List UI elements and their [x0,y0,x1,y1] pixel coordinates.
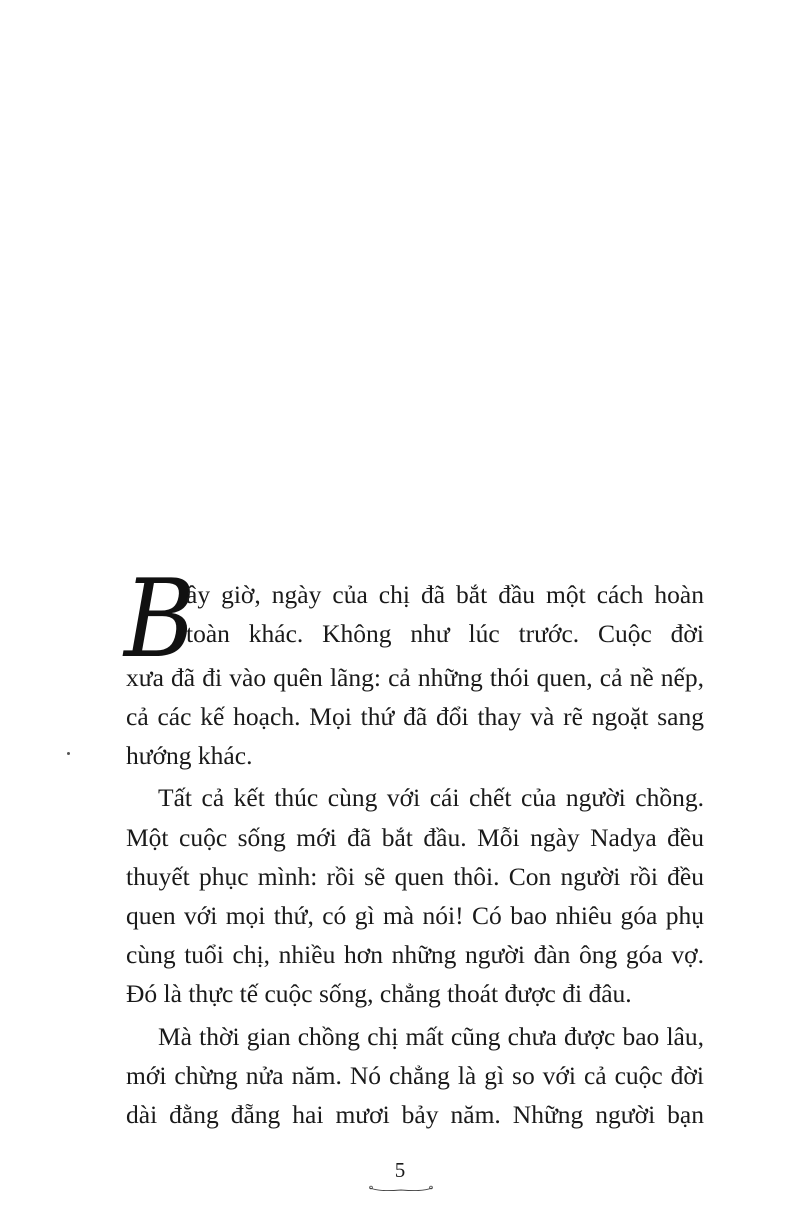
paragraph-2-line-1: Tất cả kết thúc cùng với cái chết của người chồng. [158,783,704,812]
drop-cap: B [124,557,196,682]
paragraph-3-line-1: Mà thời gian chồng chị mất cũng chưa được bao lâu, [158,1022,704,1051]
paragraph-1-line-5: hướng khác. [126,741,253,770]
paragraph-2-line-5: cùng tuổi chị, nhiều hơn những người đàn ông góa vợ. [126,940,704,969]
paragraph-2-line-3: thuyết phục mình: rồi sẽ quen thôi. Con người rồi đều [126,862,704,891]
page-number: 5 [394,1158,406,1182]
paragraph-3-line-2: mới chừng nửa năm. Nó chẳng là gì so với cả cuộc đời [126,1061,704,1090]
paragraph-1-line-1: ây giờ, ngày của chị đã bắt đầu một cách hoàn [186,580,704,609]
paragraph-2-line-6: Đó là thực tế cuộc sống, chẳng thoát được đi đâu. [126,979,632,1008]
print-speck [67,752,70,755]
page-number-ornament-icon [368,1184,434,1194]
paragraph-1-line-4: cả các kế hoạch. Mọi thứ đã đổi thay và rẽ ngoặt sang [126,702,704,731]
paragraph-2-line-2: Một cuộc sống mới đã bắt đầu. Mỗi ngày Nadya đều [126,823,704,852]
paragraph-2-line-4: quen với mọi thứ, có gì mà nói! Có bao nhiêu góa phụ [126,901,704,930]
paragraph-3-line-3: dài đằng đẵng hai mươi bảy năm. Những người bạn [126,1100,704,1129]
paragraph-1-line-3: xưa đã đi vào quên lãng: cả những thói quen, cả nề nếp, [126,663,704,692]
paragraph-1-line-2: toàn khác. Không như lúc trước. Cuộc đời [186,619,704,648]
